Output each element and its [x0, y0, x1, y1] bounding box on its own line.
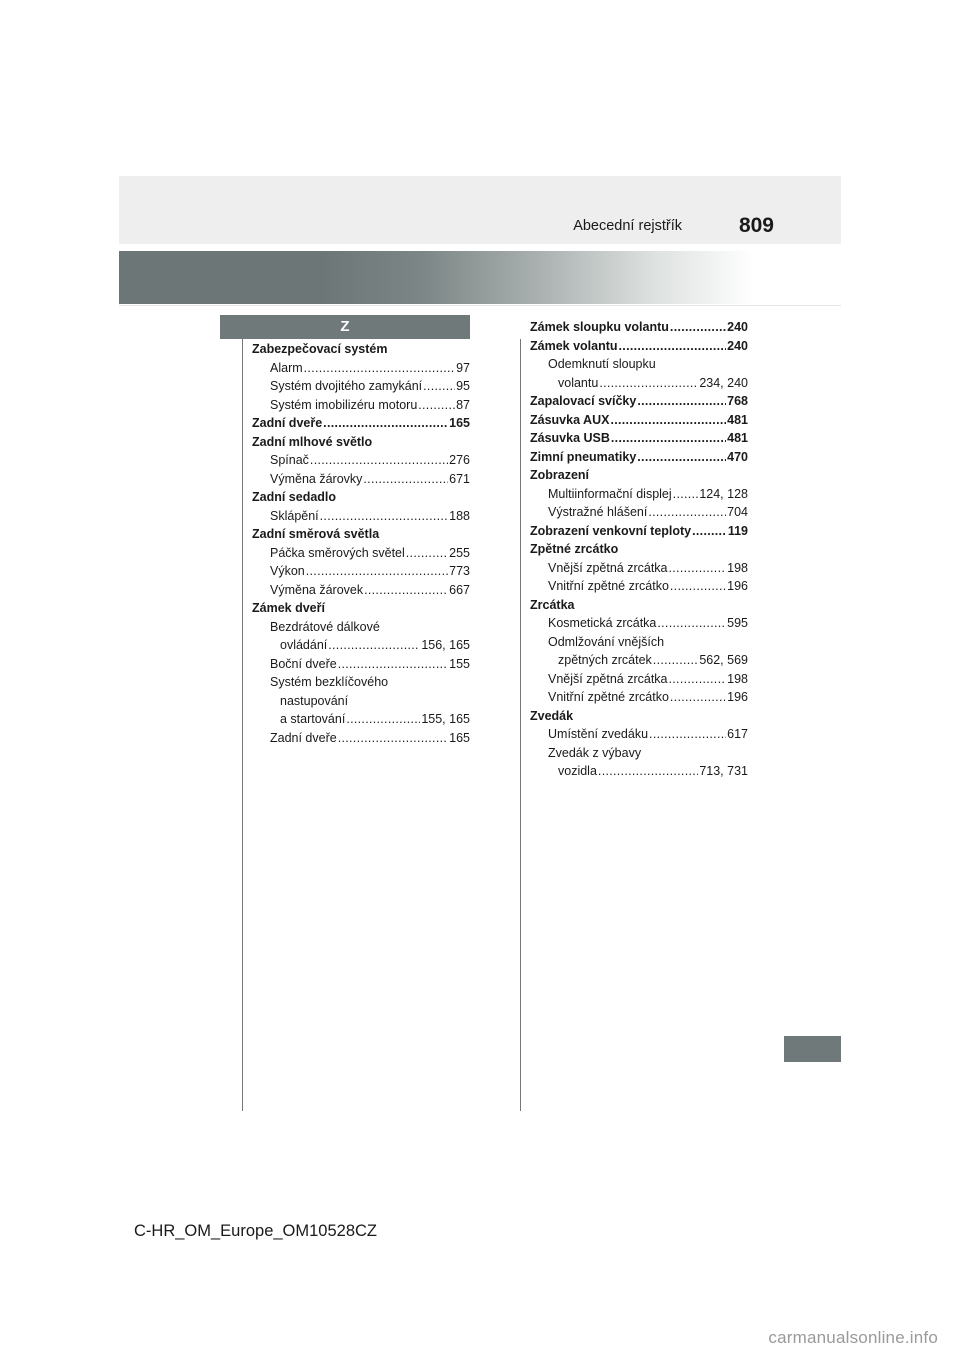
index-entry	[530, 596, 748, 615]
dot-leader	[423, 377, 455, 396]
dot-leader	[648, 503, 726, 522]
index-entry-page: 155	[449, 656, 470, 671]
index-entry	[252, 729, 470, 748]
index-entry-page: 87	[456, 397, 470, 412]
index-entry-label: Zrcátka	[530, 597, 575, 612]
index-entry-label: Vnitřní zpětné zrcátko	[548, 690, 669, 704]
index-entry-label: Zámek dveří	[252, 601, 325, 615]
index-entry-page: 595	[727, 616, 748, 630]
index-entry-label: Alarm	[270, 360, 303, 375]
index-entry-label: Výměna žárovek	[270, 582, 364, 597]
index-entry	[530, 355, 748, 374]
dot-leader	[653, 651, 699, 670]
index-entry-page: 198	[727, 560, 748, 575]
dot-leader	[320, 507, 448, 526]
index-entry-label: a startování	[280, 712, 346, 726]
index-entry	[530, 670, 748, 689]
index-entry-page: 713, 731	[699, 764, 748, 778]
index-entry-page: 156, 165	[421, 638, 470, 652]
index-entry-label: Zadní sedadlo	[252, 490, 337, 504]
index-entry-label: Zobrazení venkovní teploty	[530, 523, 692, 538]
document-code: C-HR_OM_Europe_OM10528CZ	[134, 1222, 378, 1240]
index-entry-label: Zámek sloupku volantu	[530, 320, 669, 334]
index-entry	[530, 522, 748, 541]
index-entry-label: Zadní dveře	[252, 416, 323, 430]
index-entry-page: 773	[449, 564, 470, 578]
index-entry	[530, 577, 748, 596]
index-entry-label: Systém dvojitého zamykání	[270, 379, 423, 393]
index-entry-page: 97	[456, 360, 470, 375]
index-entry	[252, 359, 470, 378]
index-entry	[530, 374, 748, 393]
index-entry	[530, 503, 748, 522]
index-entry-label: Umístění zvedáku	[548, 727, 649, 741]
index-entry-label: Zásuvka USB	[530, 431, 610, 445]
index-entry	[530, 485, 748, 504]
index-entry	[530, 337, 748, 356]
index-entry-page: 240	[727, 338, 748, 353]
dot-leader	[619, 337, 727, 356]
index-entry	[252, 340, 470, 359]
index-entry	[530, 540, 748, 559]
index-entry-page: 95	[456, 379, 470, 393]
index-entry	[252, 692, 470, 711]
index-letter-heading: Z	[220, 315, 470, 339]
index-entry	[530, 725, 748, 744]
index-entry-page: 481	[727, 431, 748, 445]
index-entry	[530, 633, 748, 652]
dot-leader	[611, 429, 726, 448]
section-title: Abecední rejstřík	[573, 218, 682, 234]
index-entry-label: Odmlžování vnějších	[548, 634, 665, 649]
dot-leader	[310, 451, 448, 470]
index-entry-label: Zapalovací svíčky	[530, 394, 637, 408]
dot-leader	[670, 577, 726, 596]
index-entry-label: Systém bezklíčového	[270, 675, 389, 689]
index-column-left	[252, 340, 470, 747]
index-entry-label: Vnější zpětná zrcátka	[548, 560, 668, 575]
index-entry-page: 481	[727, 412, 748, 427]
index-entry-label: volantu	[558, 375, 599, 390]
index-entry-label: Spínač	[270, 453, 309, 467]
dot-leader	[637, 392, 726, 411]
index-entry-label: Výměna žárovky	[270, 471, 363, 486]
dot-leader	[598, 762, 698, 781]
index-entry-label: Sklápění	[270, 508, 319, 523]
dot-leader	[670, 318, 726, 337]
index-entry-page: 667	[449, 582, 470, 597]
index-entry-page: 276	[449, 453, 470, 467]
index-entry	[252, 544, 470, 563]
index-entry-page: 188	[449, 508, 470, 523]
dot-leader	[599, 374, 698, 393]
index-entry-label: Zabezpečovací systém	[252, 342, 388, 356]
dot-leader	[338, 729, 448, 748]
dot-leader	[610, 411, 726, 430]
dot-leader	[306, 562, 448, 581]
index-entry-page: 562, 569	[699, 653, 748, 667]
index-entry-label: Zimní pneumatiky	[530, 449, 637, 464]
index-entry	[530, 392, 748, 411]
index-entry-label: Boční dveře	[270, 656, 337, 671]
index-entry-label: Multiinformační displej	[548, 486, 672, 501]
index-entry-page: 234, 240	[699, 375, 748, 390]
section-thumb-tab	[784, 1036, 841, 1062]
index-entry-page: 198	[727, 671, 748, 686]
index-entry	[530, 707, 748, 726]
dot-leader	[418, 396, 455, 415]
dot-leader	[669, 670, 727, 689]
index-entry	[530, 466, 748, 485]
index-entry-label: nastupování	[280, 693, 349, 708]
dot-leader	[406, 544, 448, 563]
index-entry	[252, 470, 470, 489]
index-entry-page: 196	[727, 579, 748, 593]
watermark: carmanualsonline.info	[768, 1328, 938, 1347]
header-divider	[119, 305, 841, 306]
index-entry	[252, 525, 470, 544]
dot-leader	[346, 710, 420, 729]
index-entry-label: ovládání	[280, 638, 328, 652]
dot-leader	[669, 559, 727, 578]
index-entry	[252, 636, 470, 655]
index-entry	[530, 318, 748, 337]
dot-leader	[328, 636, 420, 655]
dot-leader	[637, 448, 726, 467]
index-entry	[530, 762, 748, 781]
index-entry-label: Zadní směrová světla	[252, 527, 380, 541]
dot-leader	[692, 522, 727, 541]
index-entry	[252, 710, 470, 729]
dot-leader	[364, 581, 448, 600]
index-entry-label: Výkon	[270, 564, 305, 578]
index-entry-page: 165	[449, 416, 470, 430]
page-number: 809	[738, 214, 774, 237]
index-entry-label: Kosmetická zrcátka	[548, 616, 657, 630]
index-entry-label: Zámek volantu	[530, 338, 618, 353]
index-entry-label: Zpětné zrcátko	[530, 542, 619, 556]
index-entry	[530, 744, 748, 763]
index-entry	[252, 377, 470, 396]
dot-leader	[338, 655, 448, 674]
index-entry-label: vozidla	[558, 764, 597, 778]
index-entry-label: Vnitřní zpětné zrcátko	[548, 579, 669, 593]
index-entry-page: 768	[727, 394, 748, 408]
index-column-right	[530, 318, 748, 781]
index-entry-label: Zvedák	[530, 708, 574, 723]
index-entry	[252, 451, 470, 470]
decorative-gradient-band	[119, 251, 841, 304]
middle-column-rule	[520, 339, 521, 1111]
index-entry-page: 617	[727, 727, 748, 741]
index-entry	[252, 507, 470, 526]
index-entry	[252, 562, 470, 581]
index-entry-label: Odemknutí sloupku	[548, 357, 656, 371]
index-entry	[252, 396, 470, 415]
index-entry-page: 196	[727, 690, 748, 704]
index-entry-page: 240	[727, 320, 748, 334]
dot-leader	[673, 485, 699, 504]
index-entry	[252, 618, 470, 637]
index-entry-label: Zásuvka AUX	[530, 412, 610, 427]
index-entry-label: zpětných zrcátek	[558, 653, 652, 667]
index-entry-page: 155, 165	[421, 712, 470, 726]
index-entry-label: Výstražné hlášení	[548, 505, 648, 519]
index-entry	[252, 655, 470, 674]
index-entry-page: 165	[449, 730, 470, 745]
index-entry-page: 255	[449, 545, 470, 560]
dot-leader	[649, 725, 726, 744]
dot-leader	[657, 614, 726, 633]
index-entry-page: 124, 128	[699, 486, 748, 501]
index-entry	[252, 433, 470, 452]
index-entry-label: Zadní mlhové světlo	[252, 434, 373, 449]
index-entry	[530, 411, 748, 430]
index-entry-page: 704	[727, 505, 748, 519]
index-entry	[252, 581, 470, 600]
index-entry-page: 119	[727, 523, 748, 538]
dot-leader	[304, 359, 455, 378]
index-entry-page: 671	[449, 471, 470, 486]
dot-leader	[323, 414, 448, 433]
index-entry	[252, 673, 470, 692]
index-entry	[530, 559, 748, 578]
index-entry	[530, 429, 748, 448]
index-entry-label: Zadní dveře	[270, 730, 337, 745]
index-entry	[530, 614, 748, 633]
index-entry-label: Vnější zpětná zrcátka	[548, 671, 668, 686]
index-entry	[252, 599, 470, 618]
left-column-rule	[242, 339, 243, 1111]
index-entry	[530, 651, 748, 670]
index-entry-label: Zvedák z výbavy	[548, 745, 642, 760]
index-entry	[530, 688, 748, 707]
index-entry	[252, 414, 470, 433]
index-entry-label: Bezdrátové dálkové	[270, 619, 380, 634]
dot-leader	[670, 688, 726, 707]
index-entry-label: Páčka směrových světel	[270, 545, 405, 560]
index-entry	[530, 448, 748, 467]
index-entry-label: Zobrazení	[530, 468, 590, 482]
index-entry-label: Systém imobilizéru motoru	[270, 397, 418, 412]
dot-leader	[363, 470, 448, 489]
index-entry-page: 470	[727, 449, 748, 464]
index-entry	[252, 488, 470, 507]
